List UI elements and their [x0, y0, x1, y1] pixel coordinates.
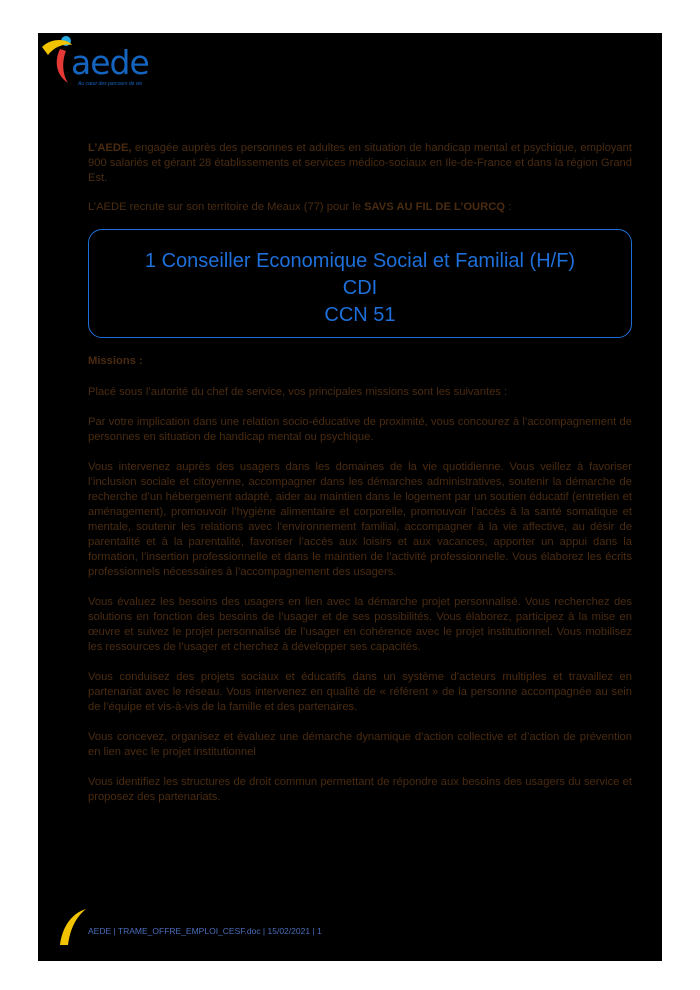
aede-logo: [38, 33, 178, 95]
missions-heading: Missions :: [88, 355, 143, 367]
mission-paragraph: Par votre implication dans une relation socio-éducative de proximité, vous concourez à l’accompagnement de personnes en situation de handicap mental ou psychique.: [88, 416, 632, 443]
mission-paragraph: Vous concevez, organisez et évaluez une démarche dynamique d’action collective et d’action de prévention en lien avec le projet institutionnel: [88, 731, 632, 758]
mission-paragraph: Vous identifiez les structures de droit commun permettant de répondre aux besoins des usagers du service et proposez des partenariats.: [88, 776, 632, 803]
job-title-box: [88, 229, 632, 338]
mission-paragraph: Placé sous l’autorité du chef de service, vos principales missions sont les suivantes :: [88, 386, 508, 398]
intro-paragraph-2: L’AEDE recrute sur son territoire de Meaux (77) pour le SAVS AU FIL DE L’OURCQ :: [88, 201, 512, 213]
collective-agreement: CCN 51: [324, 304, 396, 326]
document-page: [38, 33, 662, 961]
page-footer: AEDE | TRAME_OFFRE_EMPLOI_CESF.doc | 15/02/2021 | 1: [88, 926, 322, 936]
org-name: L’AEDE,: [88, 142, 132, 154]
logo-wordmark: aede: [71, 43, 149, 82]
job-title: 1 Conseiller Economique Social et Familial (H/F): [144, 250, 576, 272]
service-name: SAVS AU FIL DE L’OURCQ: [364, 201, 505, 213]
mission-paragraph: Vous intervenez auprès des usagers dans les domaines de la vie quotidienne. Vous veillez à favoriser l’inclusion sociale et citoyenne, accompagner dans les démarches administratives, soutenir la démarche de recherche d’un hébergement adapté, aider au maintien dans le logement par un soutien éducatif (entretien et aménagement), promouvoir l’hygiène alimentaire et corporelle, promouvoir l’accès à la santé somatique et mentale, soutenir les relations avec l’environnement familial, accompagner à la vie affective, au désir de parentalité et à la parentalité, favoriser l’accès aux loisirs et aux vacances, apporter un appui dans la formation, l’insertion professionnelle et dans le maintien de l’activité professionnelle. Vous élaborez les écrits professionnels nécessaires à l’accompagnement des usagers.: [88, 461, 632, 578]
mission-paragraph: Vous conduisez des projets sociaux et éducatifs dans un système d’acteurs multiples et travaillez en partenariat avec le réseau. Vous intervenez en qualité de « référent » de la personne accompagnée au sein de l’équipe et vis-à-vis de la famille et des partenaires.: [88, 671, 632, 713]
contract-type: CDI: [342, 277, 378, 299]
footer-swoosh-icon: [58, 907, 88, 947]
document-body: [88, 141, 632, 820]
mission-paragraph: Vous évaluez les besoins des usagers en lien avec la démarche projet personnalisé. Vous recherchez des solutions en fonction des besoins de l’usager et de ses possibilités. Vous élaborez, participez à la mise en œuvre et suivez le projet personnalisé de l’usager en cohérence avec le projet institutionnel. Vous mobilisez les ressources de l’usager et cherchez à développer ses capacités.: [88, 596, 632, 653]
intro-paragraph-1: [88, 141, 632, 186]
intro-section: [88, 141, 632, 215]
logo-tagline: Au cœur des parcours de vie: [78, 81, 143, 87]
intro-text-1: engagée auprès des personnes et adultes en situation de handicap mental et psychique, employant 900 salariés et gérant 28 établissements et services médico-sociaux en Ile-de-France et dans la région Grand Est.: [88, 142, 632, 184]
